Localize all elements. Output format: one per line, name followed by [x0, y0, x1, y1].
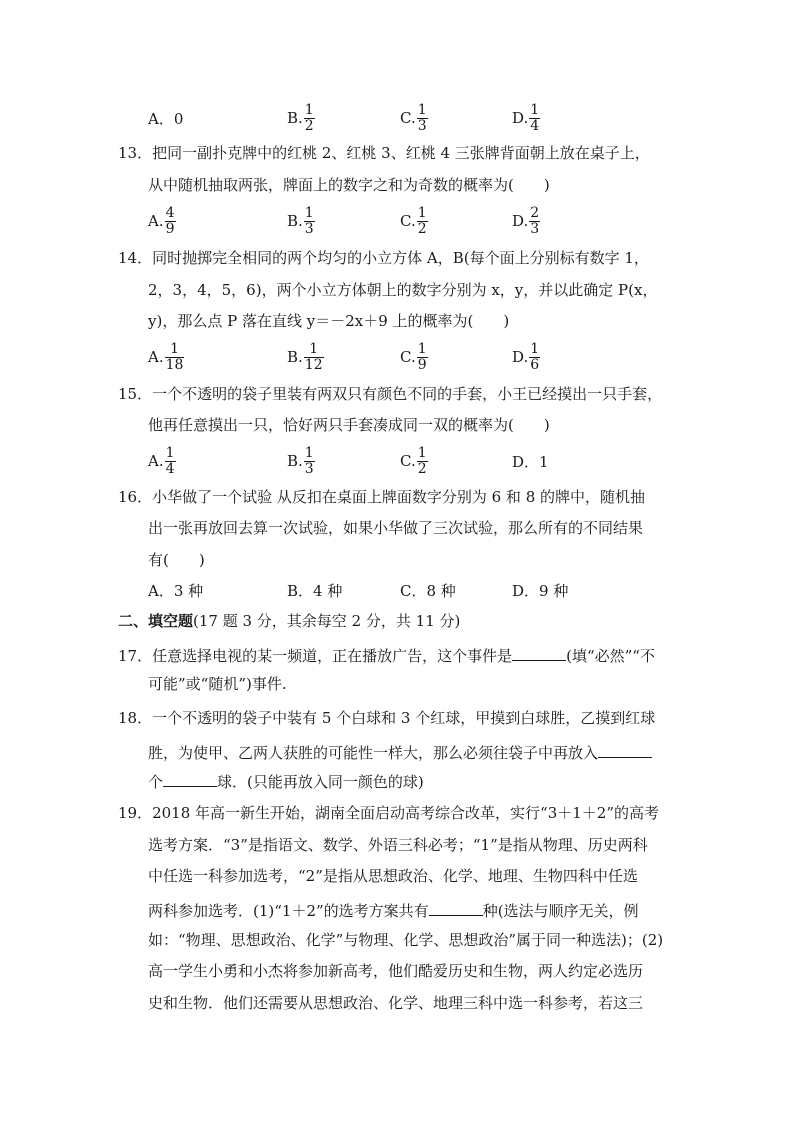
q16-option-b: B．4 种 [287, 582, 343, 600]
fraction: $\frac{1}{9}$ [417, 340, 427, 373]
fraction: $\frac{1}{4}$ [530, 101, 540, 134]
q19-text-line: 如：“物理、思想政治、化学”与物理、化学、思想政治”属于同一种选法)；(2) [148, 931, 664, 949]
q14-option-a: A. $\frac{1}{18}$ [148, 340, 184, 373]
q18-text-line: 胜，为使甲、乙两人获胜的可能性一样大，那么必须往袋子中再放入 [148, 743, 652, 761]
fraction: $\frac{1}{3}$ [417, 101, 427, 134]
q17-text-line: 17．任意选择电视的某一频道，正在播放广告，这个事件是 (填“必然”“不 [118, 647, 655, 665]
q16-text-line: 16．小华做了一个试验 从反扣在桌面上牌面数字分别为 6 和 8 的牌中，随机抽 [118, 488, 646, 506]
answer-blank [429, 901, 483, 916]
section-title: 二、填空题 [118, 612, 194, 630]
q15-text-line: 他再任意摸出一只，恰好两只手套凑成同一双的概率为( ) [148, 416, 550, 434]
q13-option-d: D. $\frac{2}{3}$ [512, 204, 540, 237]
q12-option-d: D. $\frac{1}{4}$ [512, 101, 540, 134]
q13-option-a: A. $\frac{4}{9}$ [148, 204, 175, 237]
q19-text-line: 两科参加选考．(1)“1＋2”的选考方案共有 种(选法与顺序无关，例 [148, 902, 639, 920]
fraction: $\frac{1}{3}$ [304, 444, 314, 477]
q16-option-c: C．8 种 [400, 582, 456, 600]
fraction: $\frac{1}{18}$ [165, 340, 184, 373]
q15-options [148, 444, 708, 478]
q19-text-line: 史和生物．他们还需要从思想政治、化学、地理三科中选一科参考，若这三 [148, 994, 644, 1012]
q14-text-line: 2，3，4，5，6)，两个小立方体朝上的数字分别为 x，y，并以此确定 P(x， [148, 281, 658, 299]
fraction: $\frac{1}{12}$ [304, 340, 323, 373]
fraction: $\frac{1}{2}$ [304, 101, 314, 134]
q12-option-c: C. $\frac{1}{3}$ [400, 101, 427, 134]
q16-text-line: 有( ) [148, 551, 205, 569]
q16-option-d: D．9 种 [512, 582, 569, 600]
q15-text-line: 15．一个不透明的袋子里装有两双只有颜色不同的手套，小王已经摸出一只手套， [118, 385, 663, 403]
q14-options [148, 340, 708, 374]
q13-options [148, 204, 708, 238]
q15-option-d: D．1 [512, 452, 549, 471]
q16-text-line: 出一张再放回去算一次试验，如果小华做了三次试验，那么所有的不同结果 [148, 519, 644, 537]
q14-option-d: D. $\frac{1}{6}$ [512, 340, 540, 373]
q13-option-c: C. $\frac{1}{2}$ [400, 204, 427, 237]
fraction: $\frac{1}{4}$ [165, 444, 175, 477]
q15-option-c: C. $\frac{1}{2}$ [400, 444, 427, 477]
fraction: $\frac{1}{6}$ [530, 340, 540, 373]
q19-text-line: 选考方案．“3”是指语文、数学、外语三科必考；“1”是指从物理、历史两科 [148, 836, 648, 854]
q17-text-line: 可能”或“随机”)事件. [148, 675, 287, 693]
q12-options [148, 101, 708, 135]
fraction: $\frac{4}{9}$ [165, 204, 175, 237]
fraction: $\frac{1}{2}$ [417, 444, 427, 477]
fraction: $\frac{2}{3}$ [530, 204, 540, 237]
q14-option-b: B. $\frac{1}{12}$ [287, 340, 323, 373]
q18-text-line: 18．一个不透明的袋子中装有 5 个白球和 3 个红球，甲摸到白球胜，乙摸到红球 [118, 709, 656, 727]
q14-option-c: C. $\frac{1}{9}$ [400, 340, 427, 373]
q19-text-line: 19．2018 年高一新生开始，湖南全面启动高考综合改革，实行“3＋1＋2”的高考 [118, 804, 659, 822]
q13-text-line: 从中随机抽取两张，牌面上的数字之和为奇数的概率为( ) [148, 176, 550, 194]
q13-text-line: 13．把同一副扑克牌中的红桃 2、红桃 3、红桃 4 三张牌背面朝上放在桌子上， [118, 144, 650, 162]
q19-text-line: 中任选一科参加选考，“2”是指从思想政治、化学、地理、生物四科中任选 [148, 867, 638, 885]
q12-option-a: A．0 [148, 109, 184, 128]
section-heading [118, 614, 460, 629]
q12-option-b: B. $\frac{1}{2}$ [287, 101, 314, 134]
q16-option-a: A．3 种 [148, 582, 204, 600]
q14-text-line: y)，那么点 P 落在直线 y＝－2x＋9 上的概率为( ) [148, 312, 510, 330]
answer-blank [598, 743, 652, 758]
q13-option-b: B. $\frac{1}{3}$ [287, 204, 314, 237]
q15-option-b: B. $\frac{1}{3}$ [287, 444, 314, 477]
q15-option-a: A. $\frac{1}{4}$ [148, 444, 175, 477]
fraction: $\frac{1}{2}$ [417, 204, 427, 237]
q18-text-line: 个 球．(只能再放入同一颜色的球) [148, 773, 424, 791]
section-note: (17 题 3 分，其余每空 2 分，共 11 分) [193, 612, 461, 630]
q14-text-line: 14．同时抛掷完全相同的两个均匀的小立方体 A，B(每个面上分别标有数字 1， [118, 249, 649, 267]
answer-blank [512, 646, 566, 661]
fraction: $\frac{1}{3}$ [304, 204, 314, 237]
q19-text-line: 高一学生小勇和小杰将参加新高考，他们酷爱历史和生物，两人约定必选历 [148, 962, 644, 980]
answer-blank [163, 772, 217, 787]
